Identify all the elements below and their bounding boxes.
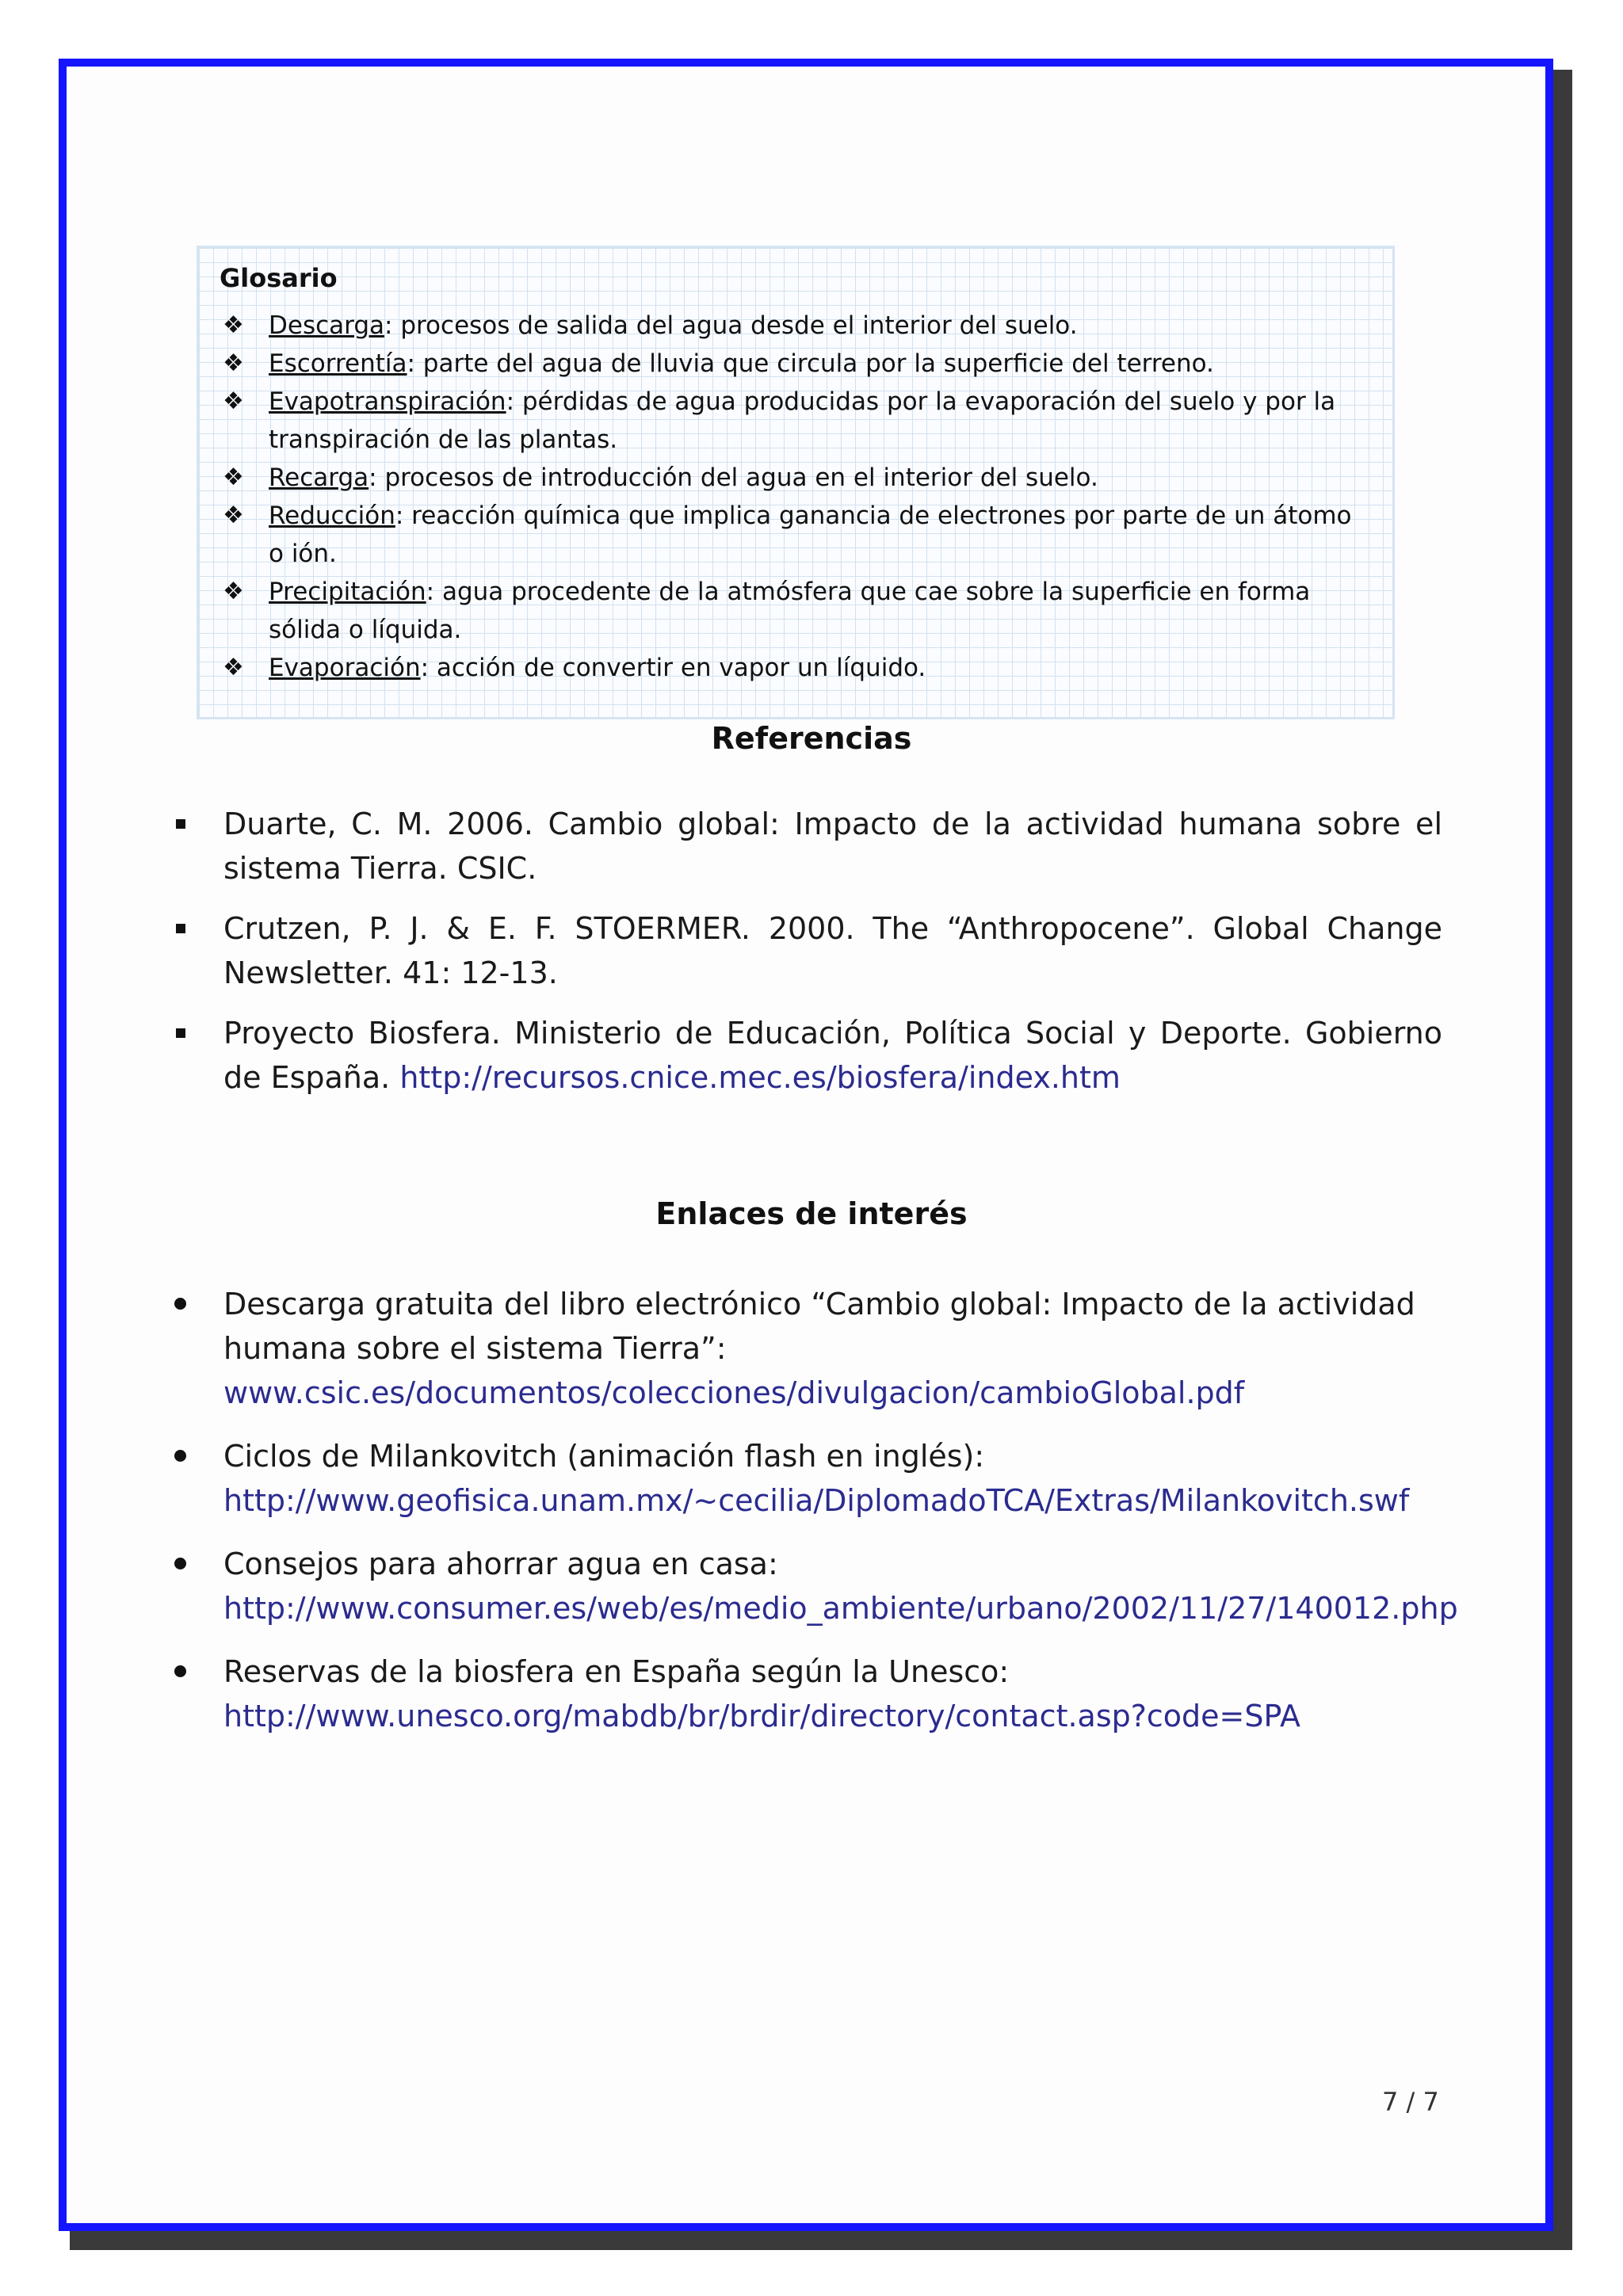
reference-item	[174, 802, 1442, 891]
square-bullet-icon	[176, 1028, 185, 1038]
glossary-definition: : agua procedente de la atmósfera que cae sobre la superficie en forma sólida o líquida.	[269, 578, 1311, 644]
diamond-bullet-icon: ❖	[223, 349, 244, 377]
reference-text: Proyecto Biosfera. Ministerio de Educación, Política Social y Deporte. Gobierno de España.	[223, 1016, 1442, 1095]
glossary-definition: : parte del agua de lluvia que circula por la superficie del terreno.	[407, 349, 1214, 378]
glossary-term: Reducción	[269, 502, 395, 530]
interest-link-url[interactable]: www.csic.es/documentos/colecciones/divulgacion/cambioGlobal.pdf	[223, 1375, 1245, 1410]
diamond-bullet-icon: ❖	[223, 654, 244, 681]
glossary-box	[197, 246, 1395, 719]
interest-link-url[interactable]: http://www.consumer.es/web/es/medio_ambiente/urbano/2002/11/27/140012.php	[223, 1591, 1458, 1626]
glossary-item	[220, 345, 1372, 383]
round-bullet-icon	[174, 1665, 186, 1677]
reference-text: Duarte, C. M. 2006. Cambio global: Impacto de la actividad humana sobre el sistema Tierra. CSIC.	[223, 807, 1442, 886]
glossary-term: Precipitación	[269, 578, 426, 606]
diamond-bullet-icon: ❖	[223, 311, 244, 339]
glossary-list	[220, 307, 1372, 687]
glossary-term: Descarga	[269, 311, 385, 340]
glossary-item	[220, 383, 1372, 459]
square-bullet-icon	[176, 924, 185, 933]
references-heading: Referencias	[711, 721, 912, 756]
page-number: 7 / 7	[1382, 2087, 1439, 2117]
glossary-item	[220, 307, 1372, 345]
diamond-bullet-icon: ❖	[223, 502, 244, 529]
glossary-item	[220, 573, 1372, 649]
interest-link-item	[174, 1282, 1458, 1415]
reference-link[interactable]: http://recursos.cnice.mec.es/biosfera/index.htm	[399, 1060, 1121, 1095]
glossary-definition: : reacción química que implica ganancia de electrones por parte de un átomo o ión.	[269, 502, 1352, 568]
glossary-term: Evapotranspiración	[269, 387, 506, 416]
diamond-bullet-icon: ❖	[223, 578, 244, 605]
glossary-definition: : procesos de introducción del agua en el interior del suelo.	[369, 463, 1098, 492]
glossary-item	[220, 459, 1372, 497]
round-bullet-icon	[174, 1298, 186, 1310]
interest-link-description: Consejos para ahorrar agua en casa:	[223, 1547, 778, 1581]
diamond-bullet-icon: ❖	[223, 387, 244, 415]
diamond-bullet-icon: ❖	[223, 463, 244, 491]
interest-link-description: Descarga gratuita del libro electrónico “Cambio global: Impacto de la actividad humana sobre el sistema Tierra”:	[223, 1287, 1415, 1366]
interest-link-url[interactable]: http://www.unesco.org/mabdb/br/brdir/directory/contact.asp?code=SPA	[223, 1699, 1301, 1733]
glossary-definition: : procesos de salida del agua desde el interior del suelo.	[384, 311, 1078, 340]
links-heading: Enlaces de interés	[655, 1196, 968, 1231]
links-list	[174, 1282, 1458, 1757]
glossary-title: Glosario	[220, 263, 338, 293]
round-bullet-icon	[174, 1558, 186, 1569]
reference-item	[174, 906, 1442, 995]
glossary-term: Evaporación	[269, 654, 421, 682]
glossary-definition: : acción de convertir en vapor un líquido.	[420, 654, 926, 682]
interest-link-url[interactable]: http://www.geofisica.unam.mx/~cecilia/DiplomadoTCA/Extras/Milankovitch.swf	[223, 1483, 1410, 1518]
glossary-definition: : pérdidas de agua producidas por la evaporación del suelo y por la transpiración de las plantas.	[269, 387, 1336, 454]
glossary-term: Recarga	[269, 463, 369, 492]
glossary-item	[220, 497, 1372, 573]
reference-item	[174, 1011, 1442, 1100]
glossary-term: Escorrentía	[269, 349, 407, 378]
glossary-item	[220, 649, 1372, 687]
interest-link-item	[174, 1434, 1458, 1523]
interest-link-item	[174, 1542, 1458, 1630]
interest-link-item	[174, 1650, 1458, 1738]
interest-link-description: Reservas de la biosfera en España según la Unesco:	[223, 1654, 1010, 1689]
references-list	[174, 802, 1442, 1116]
round-bullet-icon	[174, 1450, 186, 1462]
square-bullet-icon	[176, 819, 185, 829]
reference-text: Crutzen, P. J. & E. F. STOERMER. 2000. The “Anthropocene”. Global Change Newsletter. 41: 12-13.	[223, 911, 1442, 990]
interest-link-description: Ciclos de Milankovitch (animación flash en inglés):	[223, 1439, 985, 1474]
